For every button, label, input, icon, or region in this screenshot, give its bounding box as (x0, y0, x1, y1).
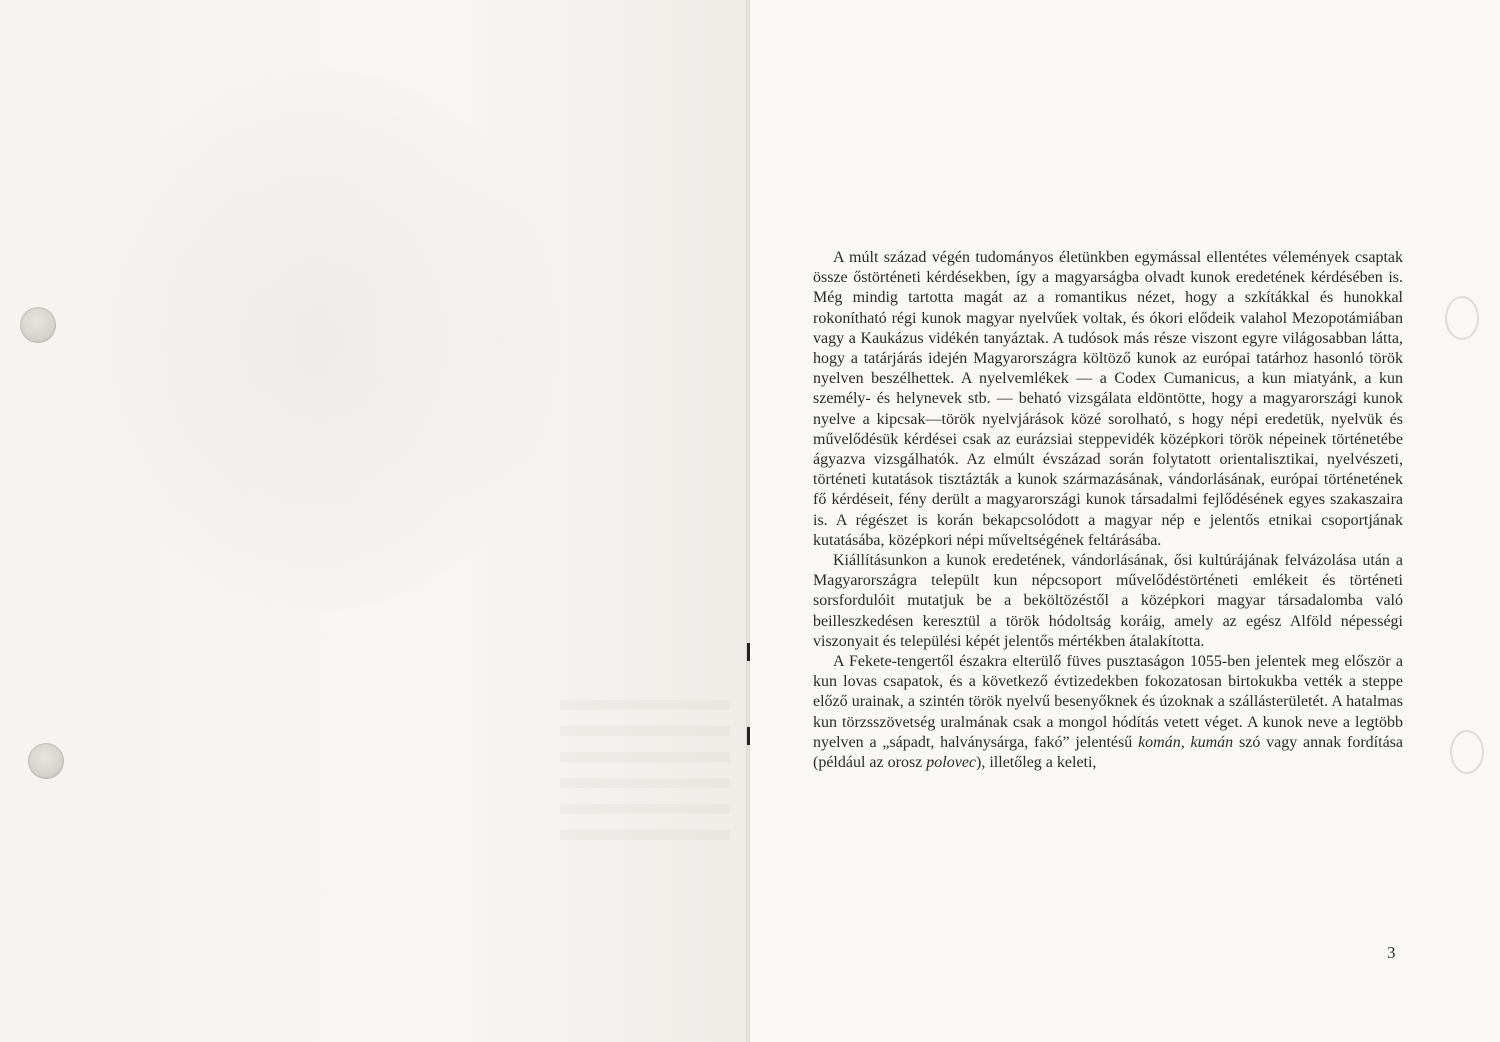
paragraph-3-part-3: ), illetőleg a keleti, (976, 754, 1097, 772)
body-text (813, 248, 1403, 773)
punch-hole-ghost-bottom (1450, 730, 1484, 774)
punch-hole-ghost-top (1445, 296, 1479, 340)
paragraph-3-part-1: A Fekete-tengertől északra elterülő füves pusztaságon 1055-ben jelentek meg először a kun lovas csapatok, és a következő évtizedekben fokozatosan birtokukba vették a steppe előző urainak, a szintén török nyelvű besenyőknek és úzoknak a szállásterületét. A hatalmas kun törzsszövetség uralmának csak a mongol hódítás vetett véget. A kunok neve a legtöbb nyelven a „sápadt, halványsárga, fakó” jelentésű (813, 653, 1403, 751)
left-page (0, 0, 748, 1042)
punch-hole-bottom (28, 743, 64, 779)
paragraph-2: Kiállításunkon a kunok eredetének, vándorlásának, ősi kultúrájának felvázolása után a Magyarországra települt kun népcsoport művelődéstörténeti emlékeit és történeti sorsfordulóit mutatjuk be a beköltözéstől a középkori magyar társadalomba való beilleszkedésen keresztül a török hódoltság koráig, amely az egész Alföld népességi viszonyait és települési képét jelentős mértékben átalakította. (813, 552, 1403, 650)
paragraph-3-italic-1: komán, kumán (1138, 733, 1234, 751)
paragraph-3-part-2: szó vagy annak fordítása (például az orosz (813, 733, 1404, 772)
page-number: 3 (1387, 943, 1396, 962)
paragraph-3-italic-2: polovec (926, 754, 977, 772)
paragraph-1: A múlt század végén tudományos életünkben egymással ellentétes vélemények csaptak össze őstörténeti kérdésekben, így a magyarságba olvadt kunok eredetének kérdésében is. Még mindig tartotta magát az a romantikus nézet, hogy a szkítákkal és hunokkal rokonítható régi kunok magyar nyelvűek voltak, és ókori elődeik valahol Mezopotámiában vagy a Kaukázus vidékén tanyáztak. A tudósok más része viszont egyre világosabban látta, hogy a tatárjárás idején Magyarországra költöző kunok az európai tatárhoz hasonló török nyelven beszélhettek. A nyelvemlékek — a Codex Cumanicus, a kun miatyánk, a kun személy- és helynevek stb. — beható vizsgálata eldöntötte, hogy a magyarországi kunok nyelve a kipcsak—török nyelvjárások közé sorolható, s hogy népi eredetük, nyelvük és művelődésük kérdései csak az eurázsiai steppevidék középkori török népeinek történetébe ágyazva vizsgálhatók. Az elmúlt évszázad során folytatott orientalisztikai, nyelvészeti, történeti kutatások tisztázták a kunok származásának, vándorlásának, európai történetének fő kérdéseit, fény derült a magyarországi kunok társadalmi fejlődésének egyes szakaszaira is. A régészet is korán bekapcsolódott a magyar nép e jelentős etnikai csoportjának kutatásába, középkori népi műveltségének feltárásába. (813, 249, 1403, 549)
paragraph-3 (813, 652, 1403, 773)
bleed-through-text (560, 700, 730, 840)
bleed-through-circle (90, 70, 560, 610)
punch-hole-top (20, 307, 56, 343)
